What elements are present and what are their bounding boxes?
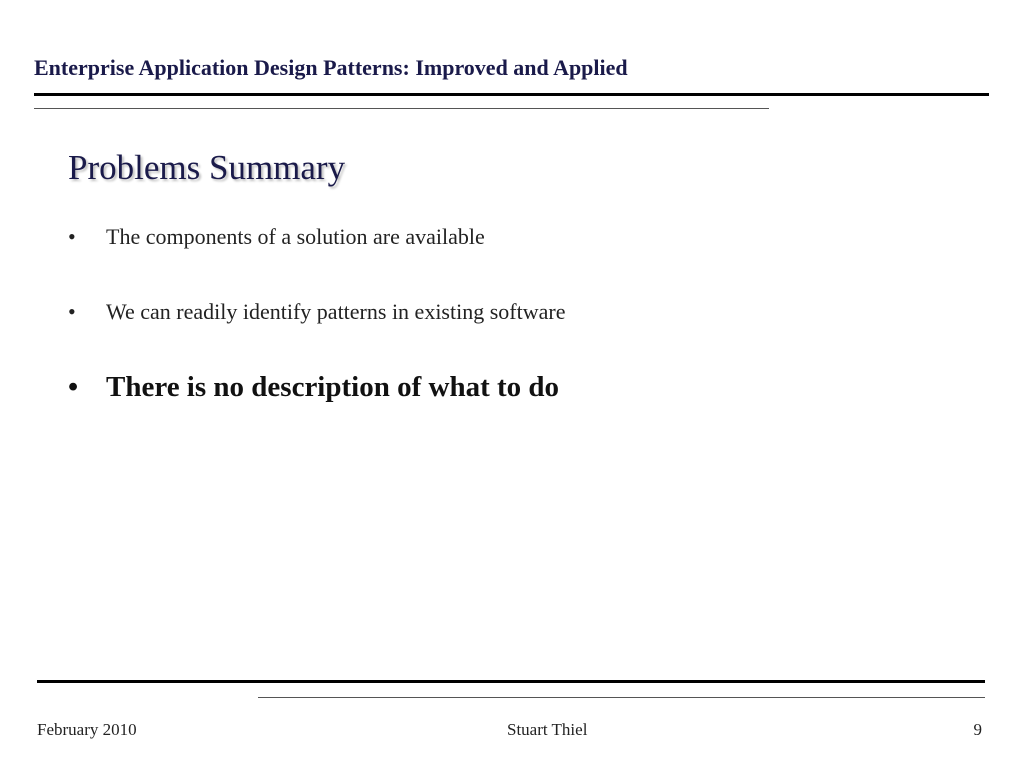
bullet-icon: • <box>68 299 76 324</box>
bullet-list <box>68 220 968 407</box>
slide-title: Problems Summary <box>68 148 346 187</box>
bullet-text: The components of a solution are available <box>106 224 485 249</box>
bullet-text: There is no description of what to do <box>106 371 560 403</box>
bullet-item <box>68 220 968 258</box>
bullet-icon: • <box>68 224 76 249</box>
header-rule-thick <box>34 93 989 96</box>
footer-date: February 2010 <box>37 720 137 739</box>
footer-author: Stuart Thiel <box>507 720 588 739</box>
header-rule-thin <box>34 108 769 109</box>
bullet-text: We can readily identify patterns in existing software <box>106 299 566 324</box>
bullet-item-emphasized <box>68 367 968 407</box>
page-number: 9 <box>973 720 982 739</box>
footer-rule-thin <box>258 697 985 698</box>
header-title: Enterprise Application Design Patterns: Improved and Applied <box>34 55 628 80</box>
footer-rule-thick <box>37 680 985 683</box>
bullet-icon: • <box>68 371 79 403</box>
bullet-item <box>68 295 968 333</box>
